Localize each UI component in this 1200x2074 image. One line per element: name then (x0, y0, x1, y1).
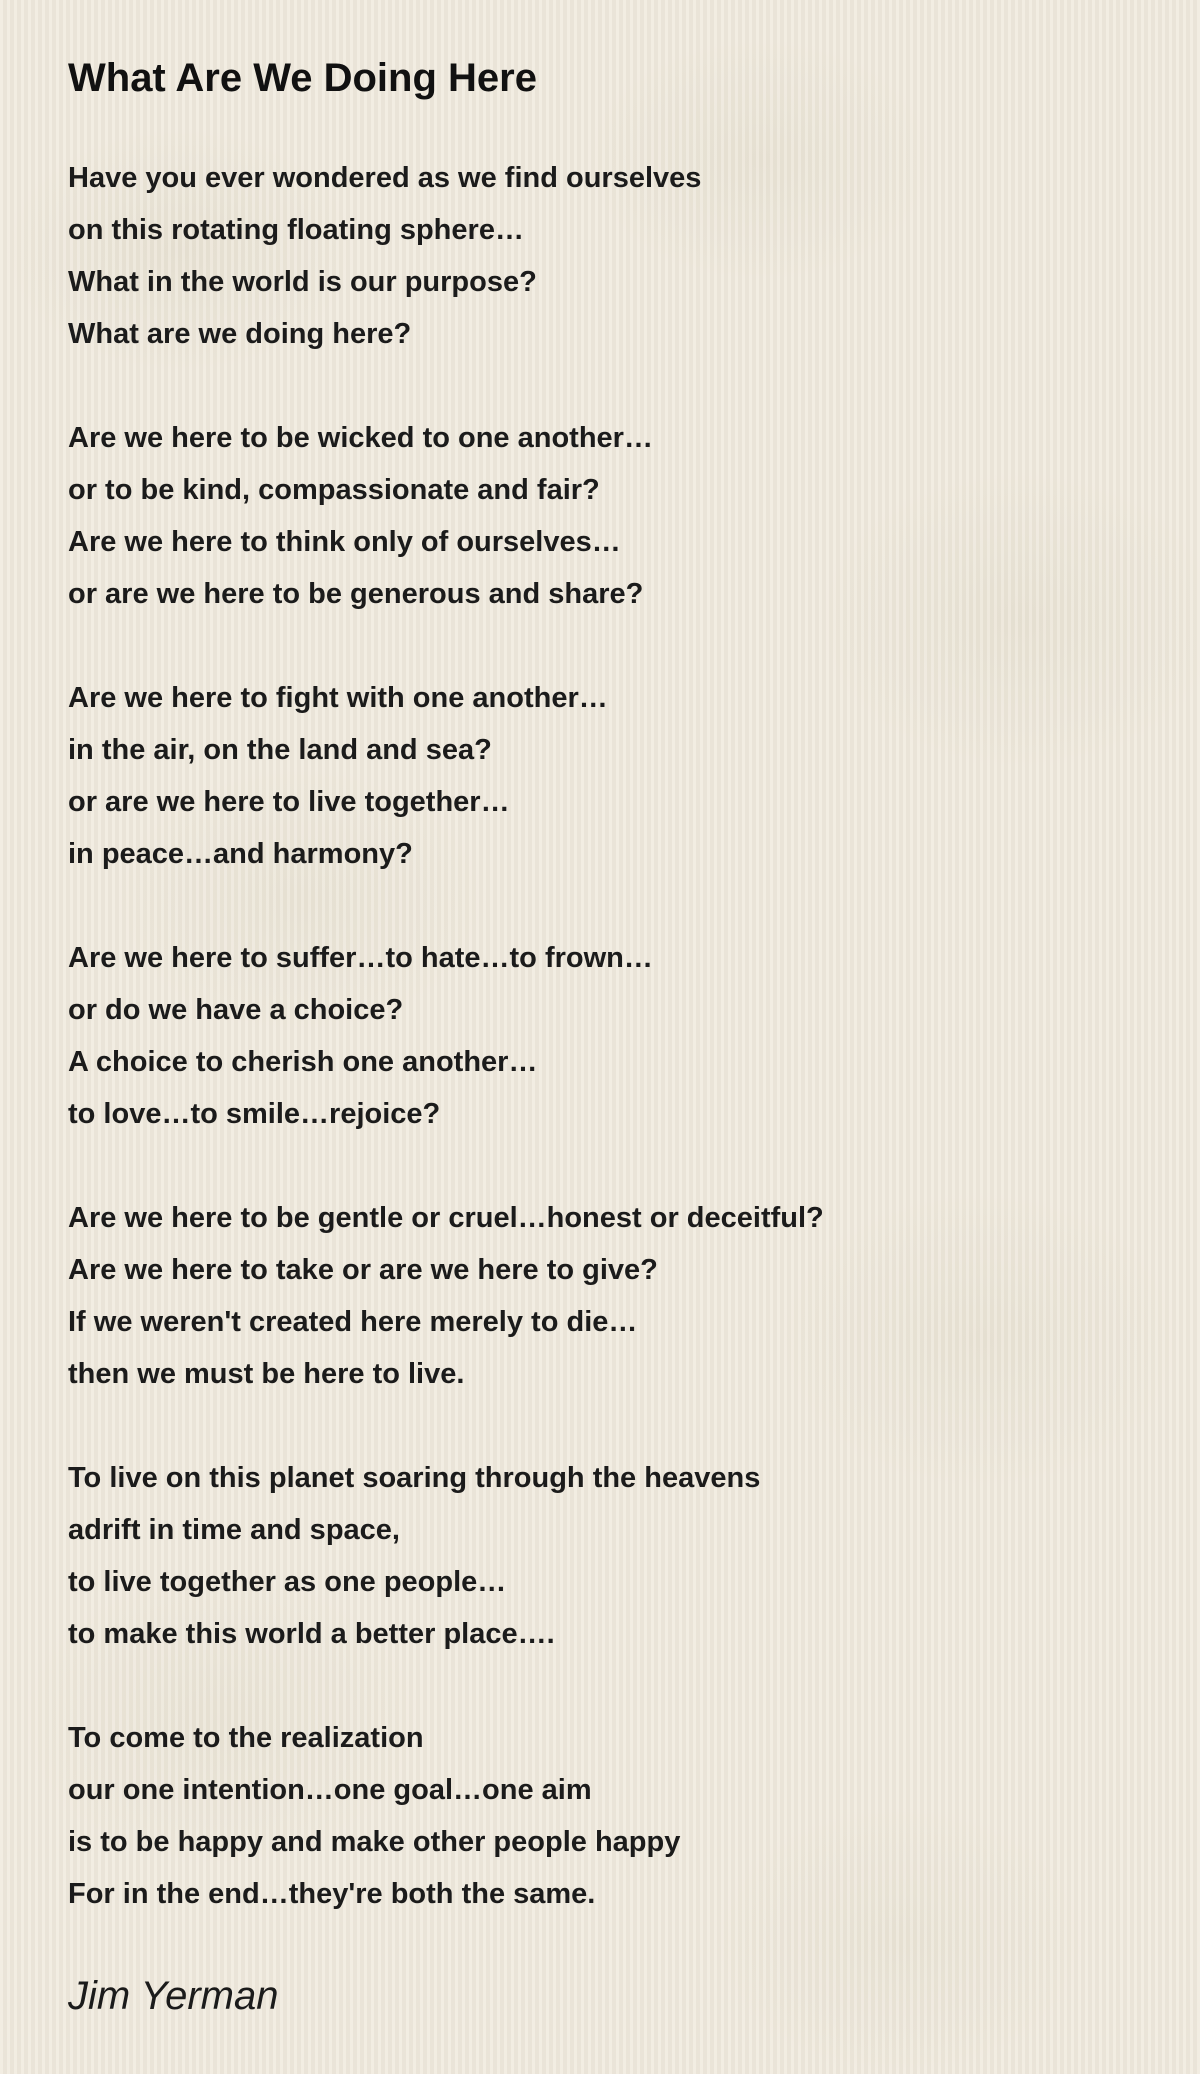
poem-author: Jim Yerman (68, 1974, 279, 2018)
poem-line: or do we have a choice? (68, 994, 404, 1026)
poem-body (68, 152, 1128, 1920)
poem-line: Have you ever wondered as we find ourselves (68, 162, 702, 194)
poem-line: A choice to cherish one another… (68, 1046, 538, 1078)
poem-line: on this rotating floating sphere… (68, 214, 524, 246)
poem-page (68, 52, 1128, 1972)
stanza-3 (68, 672, 1128, 880)
poem-line: To live on this planet soaring through the heavens (68, 1462, 761, 1494)
poem-line: or to be kind, compassionate and fair? (68, 474, 600, 506)
poem-line: Are we here to be gentle or cruel…honest or deceitful? (68, 1202, 824, 1234)
poem-line: Are we here to take or are we here to give? (68, 1254, 658, 1286)
poem-line: to live together as one people… (68, 1566, 507, 1598)
poem-line: in the air, on the land and sea? (68, 734, 492, 766)
poem-line: Are we here to fight with one another… (68, 682, 608, 714)
poem-line: What are we doing here? (68, 318, 412, 350)
stanza-5 (68, 1192, 1128, 1400)
stanza-6 (68, 1452, 1128, 1660)
poem-line: our one intention…one goal…one aim (68, 1774, 592, 1806)
poem-line: Are we here to suffer…to hate…to frown… (68, 942, 653, 974)
poem-line: adrift in time and space, (68, 1514, 400, 1546)
stanza-1 (68, 152, 1128, 360)
poem-line: What in the world is our purpose? (68, 266, 537, 298)
poem-line: Are we here to think only of ourselves… (68, 526, 621, 558)
poem-line: or are we here to be generous and share? (68, 578, 644, 610)
poem-line: To come to the realization (68, 1722, 424, 1754)
poem-line: is to be happy and make other people happy (68, 1826, 681, 1858)
stanza-7 (68, 1712, 1128, 1920)
poem-line: For in the end…they're both the same. (68, 1878, 596, 1910)
poem-line: to love…to smile…rejoice? (68, 1098, 441, 1130)
poem-title: What Are We Doing Here (68, 56, 537, 100)
poem-line: Are we here to be wicked to one another… (68, 422, 653, 454)
stanza-2 (68, 412, 1128, 620)
poem-line: in peace…and harmony? (68, 838, 413, 870)
poem-line: then we must be here to live. (68, 1358, 465, 1390)
stanza-4 (68, 932, 1128, 1140)
poem-line: to make this world a better place…. (68, 1618, 555, 1650)
poem-line: or are we here to live together… (68, 786, 510, 818)
poem-line: If we weren't created here merely to die… (68, 1306, 638, 1338)
